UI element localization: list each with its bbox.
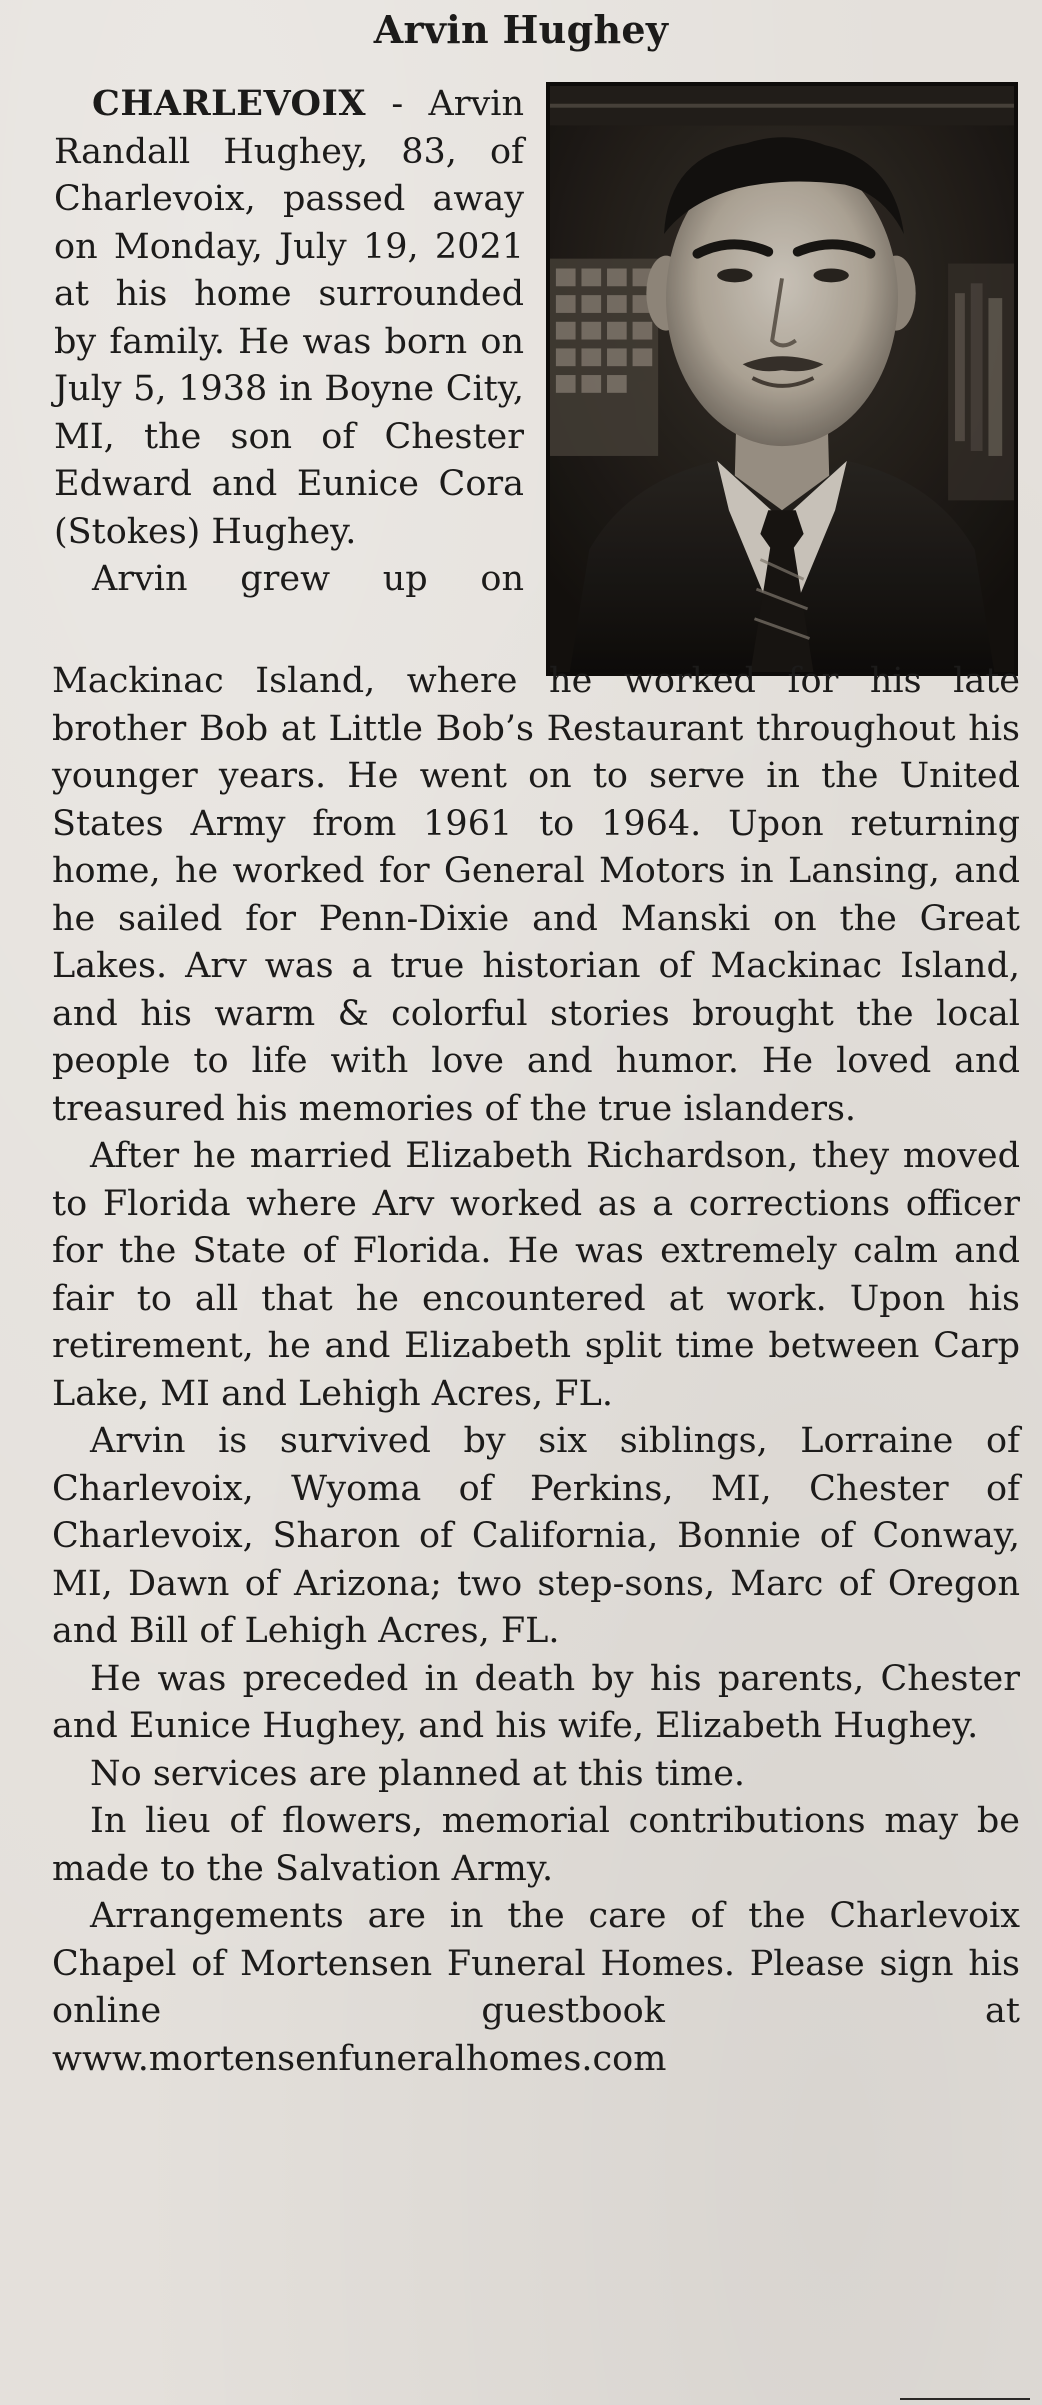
- paragraph-early-life-start: Arvin grew up on: [92, 559, 524, 599]
- obituary-headline: Arvin Hughey: [373, 7, 669, 52]
- opening-body: - Arvin Randall Hughey, 83, of Charlevoix, passed away on Monday, July 19, 2021 at his home surrounded by family. He was born on July 5, 1938 in Boyne City, MI, the son of Chester Edward and Eunice Cora (Stokes) Hughey.: [54, 84, 524, 552]
- paragraph-marriage: After he married Elizabeth Richardson, they moved to Florida where Arv worked as a corrections officer for the State of Florida. He was extremely calm and fair to all that he encountered at work. Upon his retirement, he and Elizabeth split time between Carp Lake, MI and Lehigh Acres, FL.: [52, 1136, 1020, 1414]
- opening-column: [54, 80, 524, 604]
- paragraph-services: No services are planned at this time.: [90, 1753, 746, 1794]
- column-end-rule: [900, 2398, 1030, 2400]
- paragraph-arrangements: Arrangements are in the care of the Charlevoix Chapel of Mortensen Funeral Homes. Please sign his online guestbook at www.mortensenfuneralhomes.com: [52, 1896, 1020, 2079]
- portrait-photo: [546, 82, 1018, 676]
- paragraph-preceded: He was preceded in death by his parents, Chester and Eunice Hughey, and his wife, Elizabeth Hughey.: [52, 1658, 1020, 1746]
- paragraph-memorials: In lieu of flowers, memorial contributions may be made to the Salvation Army.: [52, 1801, 1020, 1889]
- paragraph-early-life: Mackinac Island, where he worked for his late brother Bob at Little Bob’s Restaurant throughout his younger years. He went on to serve in the United States Army from 1961 to 1964. Upon returning home, he worked for General Motors in Lansing, and he sailed for Penn-Dixie and Manski on the Great Lakes. Arv was a true historian of Mackinac Island, and his warm & colorful stories brought the local people to life with love and humor. He loved and treasured his memories of the true islanders.: [52, 661, 1020, 1129]
- paragraph-survivors: Arvin is survived by six siblings, Lorraine of Charlevoix, Wyoma of Perkins, MI, Chester of Charlevoix, Sharon of California, Bonnie of Conway, MI, Dawn of Arizona; two step-sons, Marc of Oregon and Bill of Lehigh Acres, FL.: [52, 1421, 1020, 1651]
- dateline: CHARLEVOIX: [92, 83, 367, 124]
- paragraph-opening: [54, 80, 524, 556]
- main-column: [52, 658, 1020, 2083]
- portrait-photo-icon: [550, 86, 1014, 672]
